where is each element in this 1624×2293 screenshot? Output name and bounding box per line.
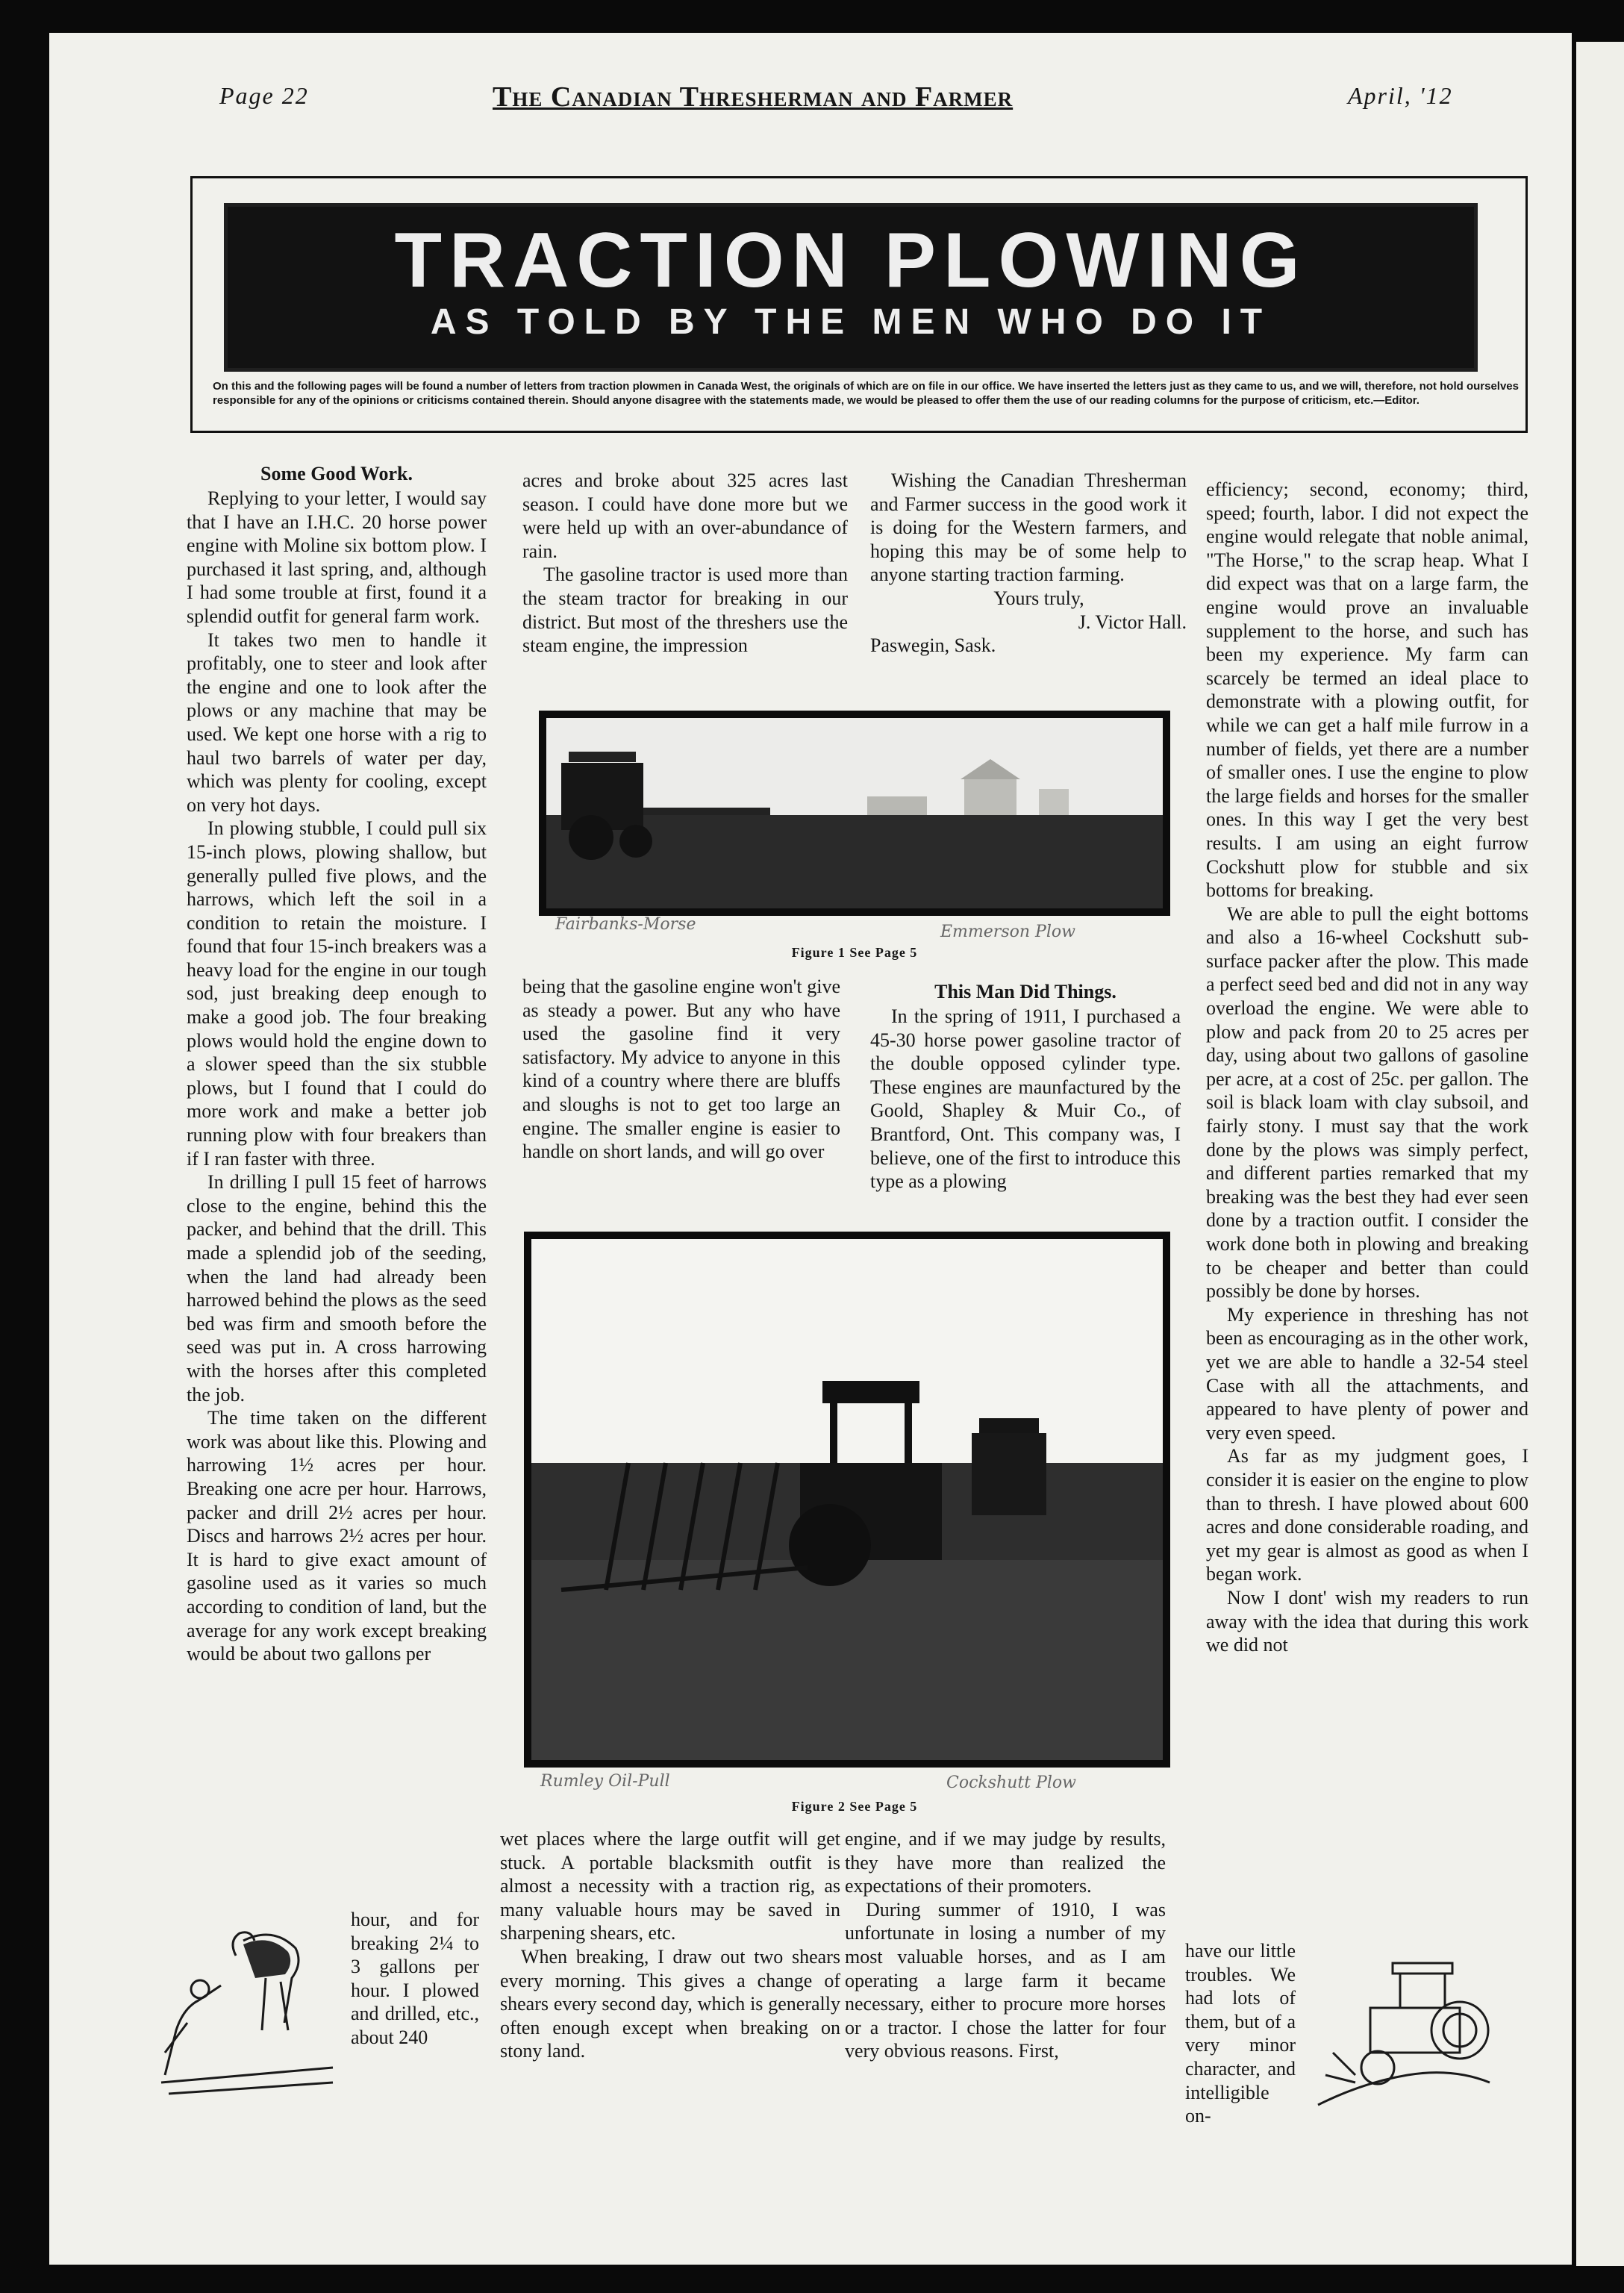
page-number: Page 22 — [219, 82, 309, 109]
paragraph: Replying to your letter, I would say that I have an I.H.C. 20 horse power engine with Moline six bottom plow. I purchased it last spring, and, although I had some trouble at first, found it a splendid outfit for general farm work. — [187, 487, 487, 627]
paragraph: Wishing the Canadian Thresherman and Farmer success in the good work it is doing for the Western farmers, and hoping this may be of some help to anyone starting traction farming. — [870, 469, 1187, 586]
signature: J. Victor Hall. — [1078, 611, 1187, 633]
issue-date: April, '12 — [1348, 82, 1453, 109]
paragraph: The time taken on the different work was about like this. Plowing and harrowing 1½ acres per hour. Breaking one acre per hour. Harrows, packer and drill 2½ acres per hour. Discs and harrows 2½ acres per hour. It is hard to give exact amount of gasoline used as it varies so much according to condition of land, but the average for any work except breaking would be about two gallons per — [187, 1407, 487, 1665]
figure-1-photo — [539, 711, 1170, 916]
article1-heading: Some Good Work. — [260, 463, 413, 484]
traction-plowing-banner — [224, 203, 1478, 372]
paragraph: During summer of 1910, I was unfortunate in losing a number of my most valuable horses, and as I am operating a large farm it became necessary, either to procure more horses or a tractor. I chose the latter for four very obvious reasons. First, — [845, 1898, 1166, 2062]
paragraph: wet places where the large outfit will get stuck. A portable blacksmith outfit is almost a necessity with a traction rig, as many valuable hours may be saved in sharpening shears, etc. — [500, 1828, 840, 1944]
column-2-bottom — [500, 1827, 840, 2063]
paragraph: As far as my judgment goes, I consider it is easier on the engine to plow than to thresh. I have plowed about 600 acres and done considerable roading, and yet my gear is almost as good as when I began work. — [1206, 1445, 1528, 1585]
paragraph: In plowing stubble, I could pull six 15-inch plows, plowing shallow, but generally pulled five plows, and the harrows, which left the soil in a condition to retain the moisture. I found that four 15-inch breakers was a heavy load for the engine in our tough sod, just breaking deep enough to make a good job. The four breaking plows would hold the engine down to a slower speed than the six stubble plows, but I found that I could do more work and make a better job running plow with four breakers than if I ran faster with three. — [187, 817, 487, 1170]
column-2-top — [522, 469, 848, 658]
paragraph: The gasoline tractor is used more than the steam tractor for breaking in our district. But most of the threshers use the steam engine, the impression — [522, 564, 848, 657]
column-3-top — [870, 469, 1187, 658]
paragraph: When breaking, I draw out two shears every morning. This gives a change of shears every second day, which is generally often enough except when breaking on stony land. — [500, 1945, 840, 2062]
paragraph: acres and broke about 325 acres last season. I could have done more but we were held up with an over-abundance of rain. — [522, 469, 848, 562]
paragraph: We are able to pull the eight bottoms and also a 16-wheel Cockshutt sub-surface packer after the plow. This made a perfect seed bed and did not in any way overload the engine. We were able to plow and pack from 20 to 25 acres per day, using about two gallons of gasoline per acre, at a cost of 25c. per gallon. The soil is black loam with clay subsoil, and fairly stony. I must say that the work done by the plows was simply perfect, and different parties remarked that my breaking was the best they had ever seen done by a traction outfit. I consider the work done both in plowing and breaking to be cheaper and better than could possibly be done by horses. — [1206, 902, 1528, 1303]
column-1 — [187, 461, 487, 1666]
paragraph: have our little troubles. We had lots of them, but of a very minor character, and intelligible on- — [1185, 1940, 1296, 2127]
column-3-bottom — [845, 1827, 1166, 2063]
paragraph: being that the gasoline engine won't give as steady a power. But any who have used the gasoline find it very satisfactory. My advice to anyone in this kind of a country where there are bluffs and sloughs is not to get too large an engine. The smaller engine is easier to handle on short lands, and will go over — [522, 976, 840, 1163]
figure-1-handwritten-plow: Emmerson Plow — [940, 923, 1075, 941]
figure-1-caption: Figure 1 See Page 5 — [791, 945, 918, 960]
article2-heading: This Man Did Things. — [934, 981, 1116, 1002]
closing: Yours truly, — [993, 587, 1084, 609]
figure-1-handwritten-engine: Fairbanks-Morse — [555, 915, 696, 934]
column-4-wrap — [1185, 1939, 1296, 2128]
facing-page-edge — [1576, 42, 1624, 2266]
figure-2-photo — [524, 1232, 1170, 1768]
figure-2-handwritten-engine: Rumley Oil-Pull — [540, 1772, 670, 1791]
editor-note: On this and the following pages will be found a number of letters from traction plowmen in Canada West, the originals of which are on file in our office. We have inserted the letters just as they came to us, and we will, therefore, not hold ourselves responsible for any of the opinions or criticisms contained therein. Should anyone disagree with the statements made, we would be pleased to offer them the use of our reading columns for the purpose of criticism, etc.—Editor. — [213, 380, 1519, 407]
banner-title: TRACTION PLOWING — [394, 217, 1308, 304]
column-3-mid — [870, 979, 1181, 1194]
figure-2-handwritten-plow: Cockshutt Plow — [946, 1773, 1076, 1792]
horse-plowing-sketch — [154, 1911, 340, 2097]
column-1-wrap — [351, 1908, 479, 2050]
paragraph: engine, and if we may judge by results, they have more than realized the expectations of their promoters. — [845, 1828, 1166, 1897]
location: Paswegin, Sask. — [870, 634, 996, 657]
paragraph: hour, and for breaking 2¼ to 3 gallons per hour. I plowed and drilled, etc., about 240 — [351, 1909, 479, 2048]
column-4 — [1206, 478, 1528, 1657]
paragraph: In drilling I pull 15 feet of harrows close to the engine, behind this the packer, and behind that the drill. This made a splendid job of the seeding, when the land had already been harrowed behind the plows as the seed bed was firm and smooth before the seed was put in. A cross harrowing with the horses after this completed the job. — [187, 1171, 487, 1406]
publication-title: The Canadian Thresherman and Farmer — [493, 81, 1014, 113]
paragraph: It takes two men to handle it profitably, one to steer and look after the engine and one to look after the plows or any machine that may be used. We kept one horse with a rig to haul two barrels of water per day, which was plenty for cooling, except on very hot days. — [187, 628, 487, 816]
banner-subtitle: AS TOLD BY THE MEN WHO DO IT — [430, 302, 1272, 342]
paragraph: efficiency; second, economy; third, speed; fourth, labor. I did not expect the engine would relegate that noble animal, "The Horse," to the scrap heap. What I did expect was that on a large farm, the engine would prove an invaluable supplement to the horse, and such has been my experience. My farm can scarcely be termed an ideal place to demonstrate with a plowing outfit, for while we can get a half mile furrow in a number of fields, yet there are a number of smaller ones. I use the engine to plow the large fields and horses for the smaller ones. In this way I get the very best results. I am using an eight furrow Cockshutt plow for stubble and six bottoms for breaking. — [1206, 478, 1528, 902]
paragraph: Now I dont' wish my readers to run away with the idea that during this work we did not — [1206, 1586, 1528, 1656]
figure-2-caption: Figure 2 See Page 5 — [791, 1799, 918, 1814]
paragraph: In the spring of 1911, I purchased a 45-30 horse power gasoline tractor of the double opposed cylinder type. These engines are maunfactured by the Goold, Shapley & Muir Co., of Brantford, Ont. This company was, I believe, one of the first to introduce this type as a plowing — [870, 1005, 1181, 1193]
tractor-sketch — [1311, 1941, 1497, 2117]
column-2-mid — [522, 975, 840, 1164]
paragraph: My experience in threshing has not been as encouraging as in the other work, yet we are able to handle a 32-54 steel Case with all the attachments, and appeared to have plenty of power and very even speed. — [1206, 1303, 1528, 1444]
